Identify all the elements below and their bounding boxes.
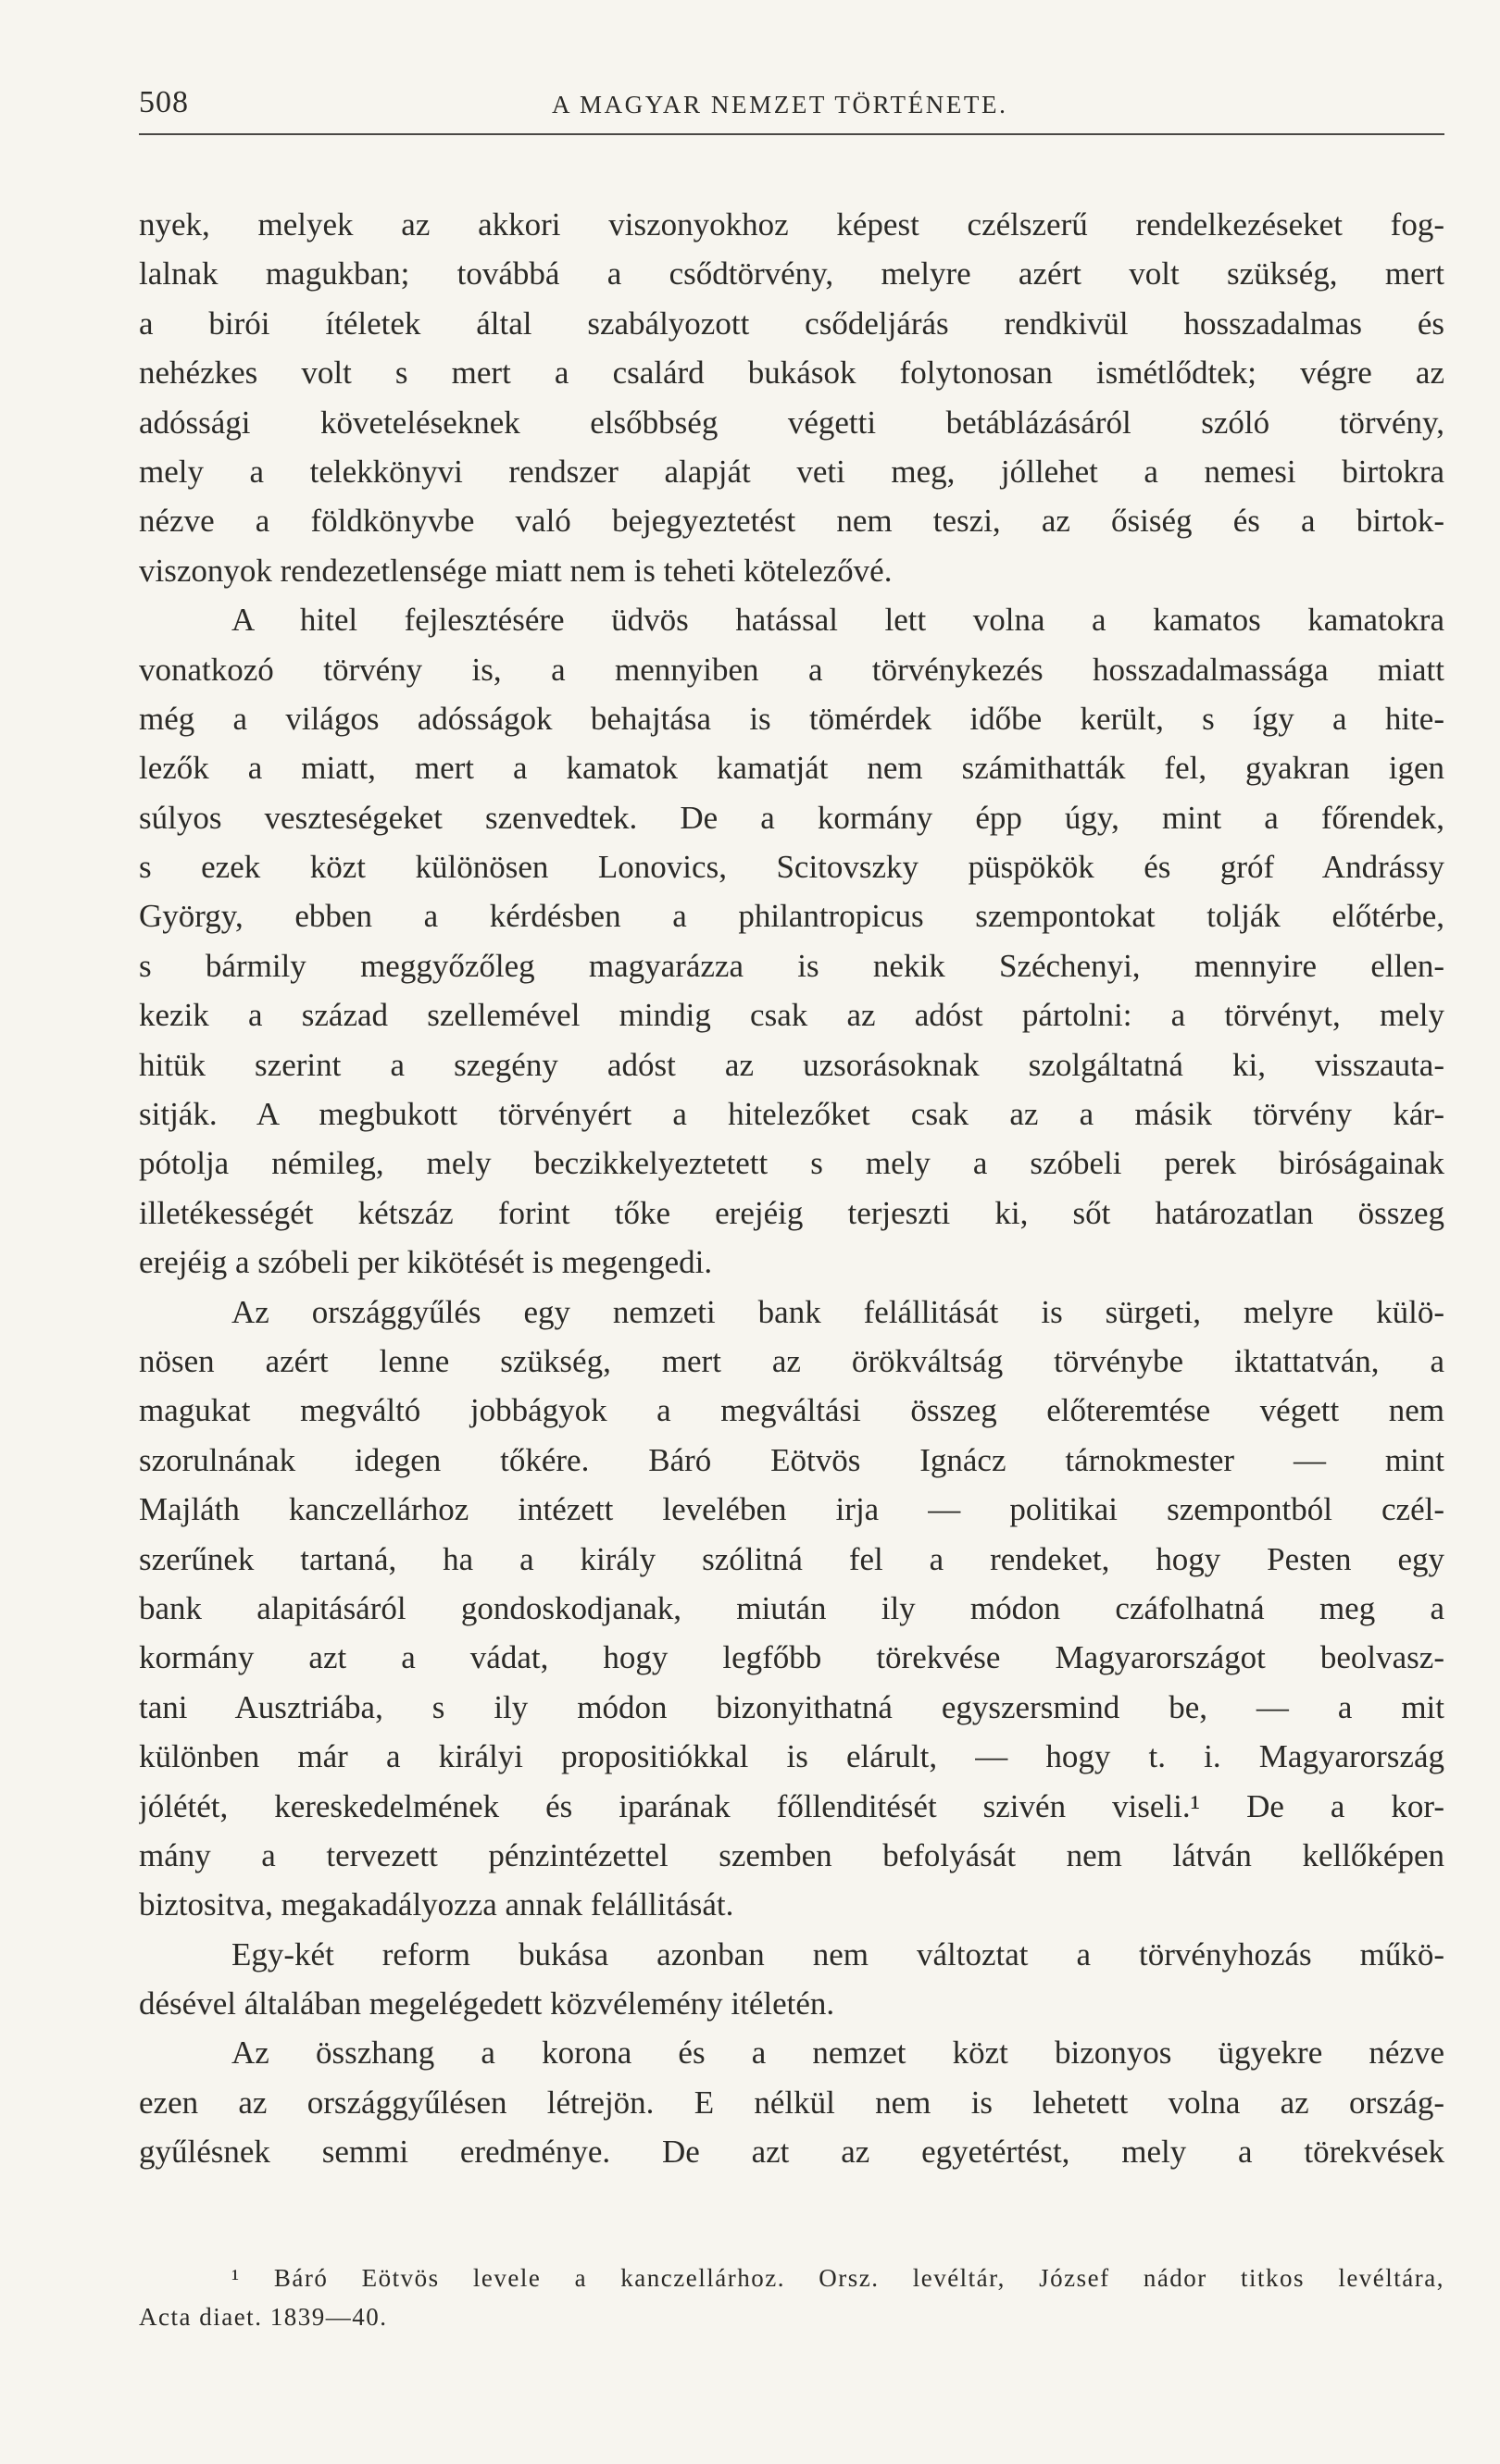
text-line: mely a telekkönyvi rendszer alapját veti meg, jóllehet a nemesi birtokra bbox=[139, 453, 1444, 490]
text-line: a birói ítéletek által szabályozott csődeljárás rendkivül hosszadalmas és bbox=[139, 305, 1444, 342]
text-line: Egy-két reform bukása azonban nem változtat a törvényhozás műkö- bbox=[231, 1935, 1444, 1972]
text-line: bank alapitásáról gondoskodjanak, miután ily módon czáfolhatná meg a bbox=[139, 1589, 1444, 1626]
text-line: Az országgyűlés egy nemzeti bank felállitását is sürgeti, melyre külö- bbox=[231, 1293, 1444, 1330]
text-line: pótolja némileg, mely beczikkelyeztetett s mely a szóbeli perek biróságainak bbox=[139, 1145, 1444, 1182]
text-line: súlyos veszteségeket szenvedtek. De a kormány épp úgy, mint a főrendek, bbox=[139, 799, 1444, 836]
text-line: mány a tervezett pénzintézettel szemben befolyását nem látván kellőképen bbox=[139, 1836, 1444, 1873]
running-head bbox=[139, 85, 1444, 131]
text-line: tani Ausztriába, s ily módon bizonyithatná egyszersmind be, — a mit bbox=[139, 1688, 1444, 1725]
text-line: Az összhang a korona és a nemzet közt bizonyos ügyekre nézve bbox=[231, 2035, 1444, 2072]
header-title: A MAGYAR NEMZET TÖRTÉNETE. bbox=[552, 91, 1008, 118]
text-line: kezik a század szellemével mindig csak az adóst pártolni: a törvényt, mely bbox=[139, 997, 1444, 1034]
text-line: ezen az országgyűlésen létrejön. E nélkül nem is lehetett volna az ország- bbox=[139, 2084, 1444, 2121]
text-line: illetékességét kétszáz forint tőke erejéig terjeszti ki, sőt határozatlan összeg bbox=[139, 1194, 1444, 1231]
text-line: hitük szerint a szegény adóst az uzsorásoknak szolgáltatná ki, visszauta- bbox=[139, 1046, 1444, 1083]
footnote-line: Acta diaet. 1839—40. bbox=[139, 2303, 388, 2331]
text-line: nézve a földkönyvbe való bejegyeztetést nem teszi, az ősiség és a birtok- bbox=[139, 503, 1444, 540]
header-rule bbox=[139, 133, 1444, 135]
text-line: még a világos adósságok behajtása is tömérdek időbe került, s így a hite- bbox=[139, 700, 1444, 737]
text-line: sitják. A megbukott törvényért a hitelezőket csak az a másik törvény kár- bbox=[139, 1096, 1444, 1133]
page-number: 508 bbox=[139, 85, 189, 119]
text-line: György, ebben a kérdésben a philantropicus szempontokat tolják előtérbe, bbox=[139, 898, 1444, 935]
text-line: erejéig a szóbeli per kikötését is megengedi. bbox=[139, 1244, 713, 1281]
footnotes bbox=[139, 2259, 1444, 2336]
text-line: Majláth kanczellárhoz intézett levelében irja — politikai szempontból czél- bbox=[139, 1491, 1444, 1528]
text-line: szorulnának idegen tőkére. Báró Eötvös Ignácz tárnokmester — mint bbox=[139, 1441, 1444, 1478]
text-line: nyek, melyek az akkori viszonyokhoz képest czélszerű rendelkezéseket fog- bbox=[139, 206, 1444, 243]
text-line: A hitel fejlesztésére üdvös hatással lett volna a kamatos kamatokra bbox=[231, 602, 1444, 639]
text-line: viszonyok rendezetlensége miatt nem is teheti kötelezővé. bbox=[139, 552, 893, 589]
text-line: désével általában megelégedett közvélemény itéletén. bbox=[139, 1985, 835, 2022]
text-line: vonatkozó törvény is, a mennyiben a törvénykezés hosszadalmassága miatt bbox=[139, 651, 1444, 688]
text-line: különben már a királyi propositiókkal is elárult, — hogy t. i. Magyarország bbox=[139, 1738, 1444, 1775]
text-line: nösen azért lenne szükség, mert az örökváltság törvénybe iktattatván, a bbox=[139, 1342, 1444, 1379]
text-line: magukat megváltó jobbágyok a megváltási összeg előteremtése végett nem bbox=[139, 1392, 1444, 1429]
text-line: lalnak magukban; továbbá a csődtörvény, melyre azért volt szükség, mert bbox=[139, 255, 1444, 292]
text-line: adóssági követeléseknek elsőbbség végetti betáblázásáról szóló törvény, bbox=[139, 404, 1444, 441]
text-line: szerűnek tartaná, ha a király szólitná fel a rendeket, hogy Pesten egy bbox=[139, 1540, 1444, 1577]
text-line: s ezek közt különösen Lonovics, Scitovszky püspökök és gróf Andrássy bbox=[139, 849, 1444, 886]
body-text bbox=[139, 200, 1444, 2177]
footnote-line: ¹ Báró Eötvös levele a kanczellárhoz. Orsz. levéltár, József nádor titkos levéltára, bbox=[231, 2264, 1444, 2292]
text-line: lezők a miatt, mert a kamatok kamatját nem számithatták fel, gyakran igen bbox=[139, 750, 1444, 787]
text-line: s bármily meggyőzőleg magyarázza is nekik Széchenyi, mennyire ellen- bbox=[139, 947, 1444, 984]
text-line: gyűlésnek semmi eredménye. De azt az egyetértést, mely a törekvések bbox=[139, 2134, 1444, 2171]
text-line: jólétét, kereskedelmének és iparának főllenditését szivén viseli.¹ De a kor- bbox=[139, 1787, 1444, 1824]
text-line: kormány azt a vádat, hogy legfőbb törekvése Magyarországot beolvasz- bbox=[139, 1639, 1444, 1676]
text-line: nehézkes volt s mert a csalárd bukások folytonosan ismétlődtek; végre az bbox=[139, 355, 1444, 392]
text-line: biztositva, megakadályozza annak felállitását. bbox=[139, 1886, 734, 1923]
